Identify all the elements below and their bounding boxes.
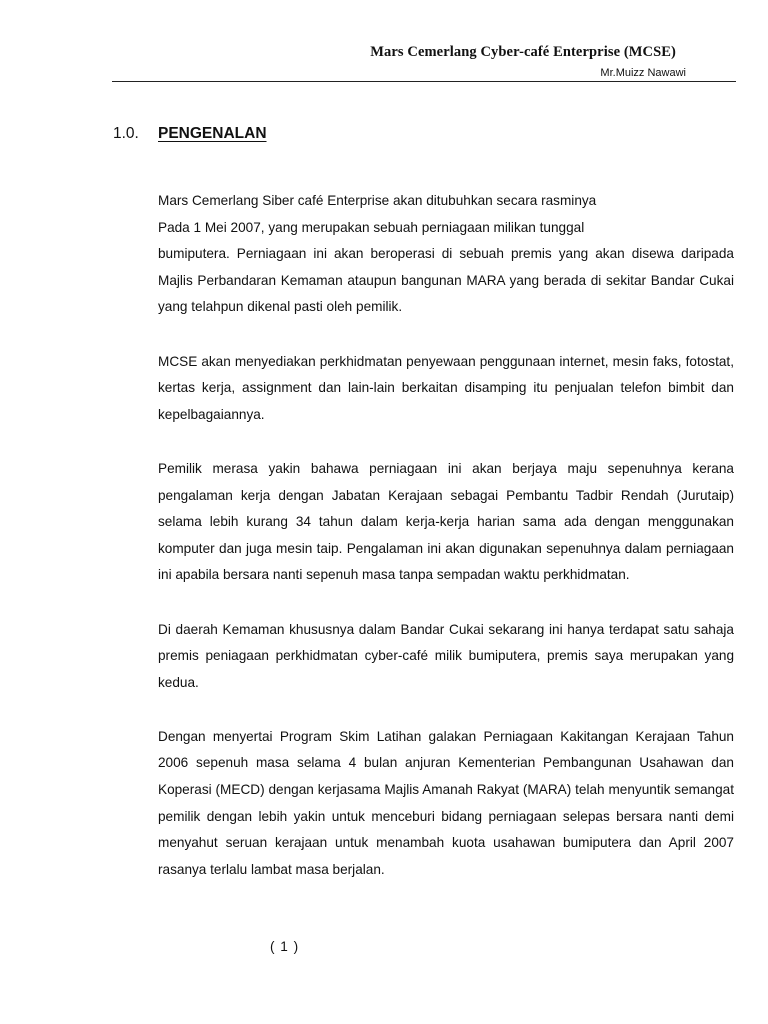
paragraph-text: Pemilik merasa yakin bahawa perniagaan ini akan berjaya maju sepenuhnya kerana pengalaman kerja dengan Jabatan Kerajaan sebagai Pembantu Tadbir Rendah (Jurutaip) selama lebih kurang 34 tahun dalam kerja-kerja harian sama ada dengan menggunakan komputer dan juga mesin taip. Pengalaman ini akan digunakan sepenuhnya dalam perniagaan ini apabila bersara nanti sepenuh masa tanpa sempadan waktu perkhidmatan. (158, 460, 734, 583)
paragraph-text: Dengan menyertai Program Skim Latihan galakan Perniagaan Kakitangan Kerajaan Tahun 2006 sepenuh masa selama 4 bulan anjuran Kementerian Pembangunan Usahawan dan Koperasi (MECD) dengan kerjasama Majlis Amanah Rakyat (MARA) telah menyuntik semangat pemilik dengan lebih yakin untuk menceburi bidang perniagaan selepas bersara nanti demi menyahut seruan kerajaan untuk menambah kuota usahawan bumiputera dan April 2007 rasanya terlalu lambat masa berjalan. (158, 728, 734, 877)
section-title: PENGENALAN (158, 125, 267, 142)
header-title: Mars Cemerlang Cyber-café Enterprise (MCSE) (370, 44, 676, 60)
section-number: 1.0. (113, 125, 139, 142)
section-heading (113, 125, 267, 143)
paragraph-introduction (158, 188, 734, 321)
header-author: Mr.Muizz Nawawi (600, 67, 686, 79)
paragraph-market (158, 617, 734, 697)
paragraph-services (158, 349, 734, 429)
paragraph-text: bumiputera. Perniagaan ini akan beroperasi di sebuah premis yang akan disewa daripada Majlis Perbandaran Kemaman ataupun bangunan MARA yang berada di sekitar Bandar Cukai yang telahpun dikenal pasti oleh pemilik. (158, 246, 734, 315)
paragraph-text: MCSE akan menyediakan perkhidmatan penyewaan penggunaan internet, mesin faks, fotostat, kertas kerja, assignment dan lain-lain berkaitan disamping itu penjualan telefon bimbit dan kepelbagaiannya. (158, 353, 734, 422)
document-body (158, 188, 734, 911)
paragraph-experience (158, 456, 734, 589)
paragraph-program (158, 724, 734, 884)
header-divider (112, 81, 736, 82)
paragraph-line: Pada 1 Mei 2007, yang merupakan sebuah perniagaan milikan tunggal (158, 219, 585, 235)
paragraph-text: Di daerah Kemaman khususnya dalam Bandar Cukai sekarang ini hanya terdapat satu sahaja premis peniagaan perkhidmatan cyber-café milik bumiputera, premis saya merupakan yang kedua. (158, 621, 734, 690)
paragraph-line: Mars Cemerlang Siber café Enterprise akan ditubuhkan secara rasminya (158, 193, 597, 208)
page-number: ( 1 ) (270, 939, 300, 954)
